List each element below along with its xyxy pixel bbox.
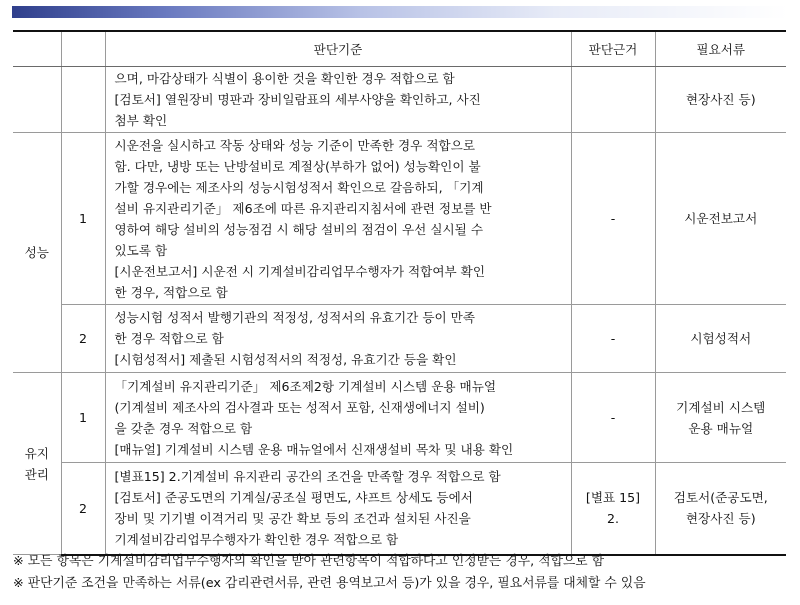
docs-cell: 현장사진 등) [655, 67, 786, 133]
criteria-cell [105, 305, 571, 373]
criteria-line: [시험성적서] 제출된 시험성적서의 적정성, 유효기간 등을 확인 [114, 352, 457, 367]
criteria-line: [검토서] 열원장비 명판과 장비일람표의 세부사양을 확인하고, 사진 [114, 92, 481, 107]
docs-line: 시운전보고서 [684, 211, 758, 226]
basis-line: 2. [606, 511, 620, 527]
criteria-line: (기계설비 제조사의 검사결과 또는 성적서 포함, 신재생에너지 설비) [114, 399, 485, 415]
footnote: ※ 모든 항목은 기계설비감리업무수행자의 확인을 받아 관련항목이 적합하다고 인정받는 경우, 적합으로 함 [13, 554, 605, 569]
docs-cell [655, 305, 786, 373]
criteria-line: 기계설비감리업무수행자가 확인한 경우 적합으로 함 [114, 532, 399, 548]
criteria-line: 성능시험 성적서 발행기관의 적정성, 성적서의 유효기간 등이 만족 [114, 310, 475, 325]
criteria-line: 첨부 확인 [114, 113, 168, 128]
header-basis: 판단근거 [571, 31, 655, 67]
basis-cell: - [571, 373, 655, 463]
footnotes [13, 551, 788, 595]
docs-line: 시험성적서 [690, 331, 752, 346]
header-gradient-bar [12, 6, 788, 18]
criteria-cell [105, 373, 571, 463]
criteria-line: [별표15] 2.기계설비 유지관리 공간의 조건을 만족할 경우 적합으로 함 [114, 469, 501, 485]
criteria-line: 을 갖춘 경우 적합으로 함 [114, 420, 253, 436]
number-cell: 2 [61, 463, 105, 555]
header-number [61, 31, 105, 67]
criteria-line: 한 경우 적합으로 함 [114, 331, 224, 346]
basis-cell [571, 67, 655, 133]
number-cell: 2 [61, 305, 105, 373]
table-row [13, 67, 786, 133]
criteria-cell [105, 133, 571, 305]
criteria-line: 시운전을 실시하고 작동 상태와 성능 기준이 만족한 경우 적합으로 [114, 137, 475, 153]
header-category [13, 31, 61, 67]
docs-cell [655, 373, 786, 463]
criteria-line: 설비 유지관리기준」 제6조에 따른 유지관리지침서에 관련 정보를 반 [114, 200, 492, 216]
criteria-table [13, 30, 786, 556]
category-performance: 성능 [13, 133, 61, 373]
criteria-line: 으며, 마감상태가 식별이 용이한 것을 확인한 경우 적합으로 함 [114, 71, 455, 86]
number-cell: 1 [61, 373, 105, 463]
docs-line: 기계설비 시스템 [676, 399, 766, 415]
table-header-row [13, 31, 786, 67]
category-line: 관리 [24, 466, 49, 482]
header-criteria: 판단기준 [105, 31, 571, 67]
criteria-line: 장비 및 기기별 이격거리 및 공간 확보 등의 조건과 설치된 사진을 [114, 511, 471, 527]
category-maintenance [13, 373, 61, 555]
criteria-line: 한 경우, 적합으로 함 [114, 284, 228, 300]
number-cell: 1 [61, 133, 105, 305]
criteria-line: 함. 다만, 냉방 또는 난방설비로 계절상(부하가 없어) 성능확인이 불 [114, 158, 481, 174]
table-row [13, 373, 786, 463]
category-line: 유지 [24, 445, 49, 461]
table-row [13, 305, 786, 373]
basis-cell: - [571, 133, 655, 305]
criteria-line: 있도록 함 [114, 242, 168, 258]
criteria-line: [매뉴얼] 기계설비 시스템 운용 매뉴얼에서 신재생설비 목차 및 내용 확인 [114, 441, 514, 457]
criteria-line: [시운전보고서] 시운전 시 기계설비감리업무수행자가 적합여부 확인 [114, 263, 485, 279]
docs-line: 현장사진 등) [685, 511, 756, 527]
header-docs: 필요서류 [655, 31, 786, 67]
criteria-line: 「기계설비 유지관리기준」 제6조제2항 기계설비 시스템 운용 매뉴얼 [114, 378, 497, 394]
docs-cell [655, 463, 786, 555]
category-cell [13, 67, 61, 133]
number-cell [61, 67, 105, 133]
docs-line: 검토서(준공도면, [673, 490, 768, 506]
criteria-cell [105, 67, 571, 133]
table-row [13, 133, 786, 305]
docs-cell [655, 133, 786, 305]
criteria-line: 가할 경우에는 제조사의 성능시험성적서 확인으로 갈음하되, 「기계 [114, 179, 484, 195]
basis-cell: - [571, 305, 655, 373]
footnote: ※ 판단기준 조건을 만족하는 서류(ex 감리관련서류, 관련 용역보고서 등)가 있을 경우, 필요서류를 대체할 수 있음 [13, 576, 646, 591]
criteria-line: [검토서] 준공도면의 기계실/공조실 평면도, 샤프트 상세도 등에서 [114, 490, 473, 506]
criteria-cell [105, 463, 571, 555]
criteria-line: 영하여 해당 설비의 성능점검 시 해당 설비의 점검이 우선 실시될 수 [114, 221, 484, 237]
basis-cell [571, 463, 655, 555]
basis-line: [별표 15] [585, 490, 641, 506]
table-row [13, 463, 786, 555]
docs-line: 운용 매뉴얼 [688, 420, 754, 436]
